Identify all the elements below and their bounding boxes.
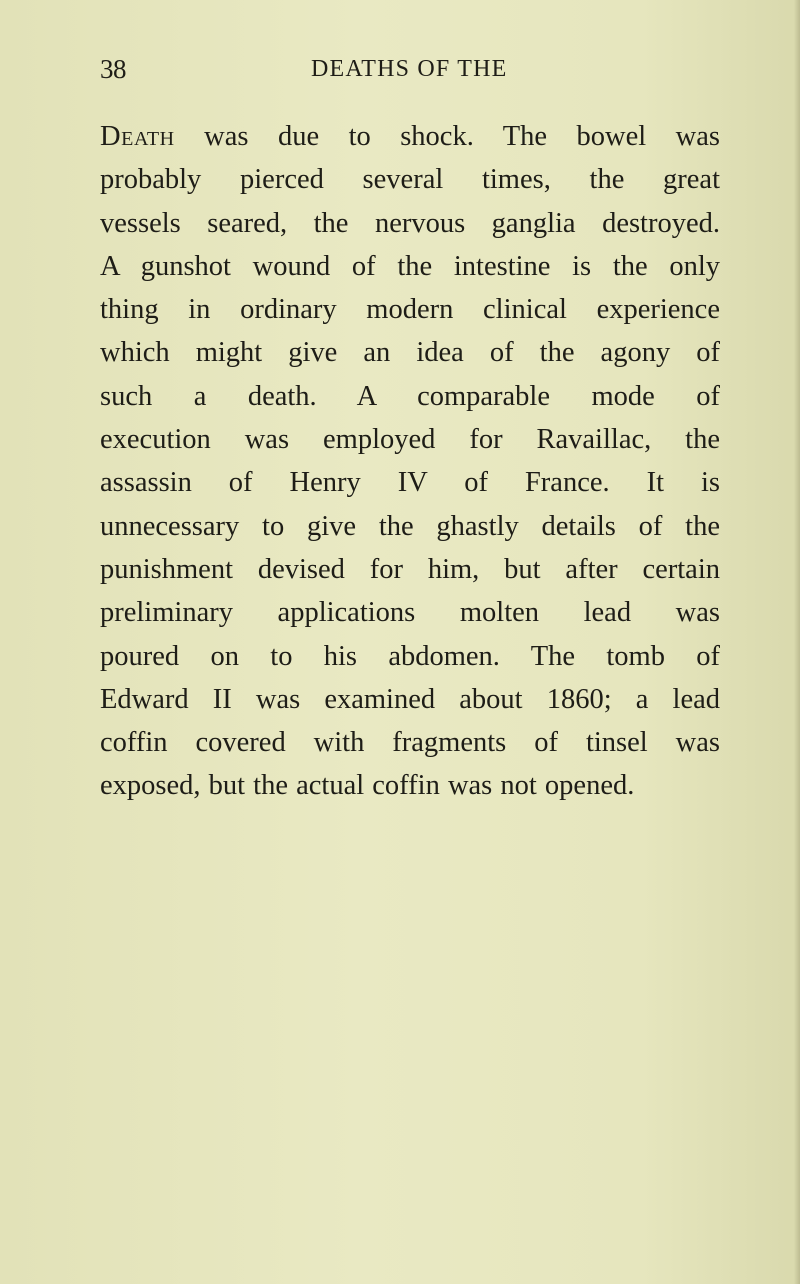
text-line-content: was due to shock. The bowel was xyxy=(174,121,720,152)
text-line: execution was employed for Ravaillac, the xyxy=(100,424,720,456)
text-line: unnecessary to give the ghastly details of the xyxy=(100,510,720,542)
text-line: assassin of Henry IV of France. It is xyxy=(100,467,720,499)
text-line: poured on to his abdomen. The tomb of xyxy=(100,640,720,672)
text-line: such a death. A comparable mode of xyxy=(100,380,720,412)
running-head xyxy=(0,54,800,88)
text-line: exposed, but the actual coffin was not opened. xyxy=(100,770,635,802)
text-line: thing in ordinary modern clinical experience xyxy=(100,294,720,326)
opening-word: Death xyxy=(100,121,175,152)
text-line xyxy=(100,115,720,158)
text-line: coffin covered with fragments of tinsel was xyxy=(100,727,720,759)
body-paragraph xyxy=(100,115,720,808)
page-edge-shadow xyxy=(794,0,800,1284)
text-line: punishment devised for him, but after certain xyxy=(100,553,720,585)
text-line: which might give an idea of the agony of xyxy=(100,337,720,369)
text-line: vessels seared, the nervous ganglia destroyed. xyxy=(100,207,720,239)
text-line: A gunshot wound of the intestine is the only xyxy=(100,250,720,282)
text-line: Edward II was examined about 1860; a lead xyxy=(100,683,720,715)
text-line: probably pierced several times, the great xyxy=(100,164,720,196)
running-title: DEATHS OF THE xyxy=(311,56,508,82)
text-line: preliminary applications molten lead was xyxy=(100,597,720,629)
page-number: 38 xyxy=(100,54,126,84)
